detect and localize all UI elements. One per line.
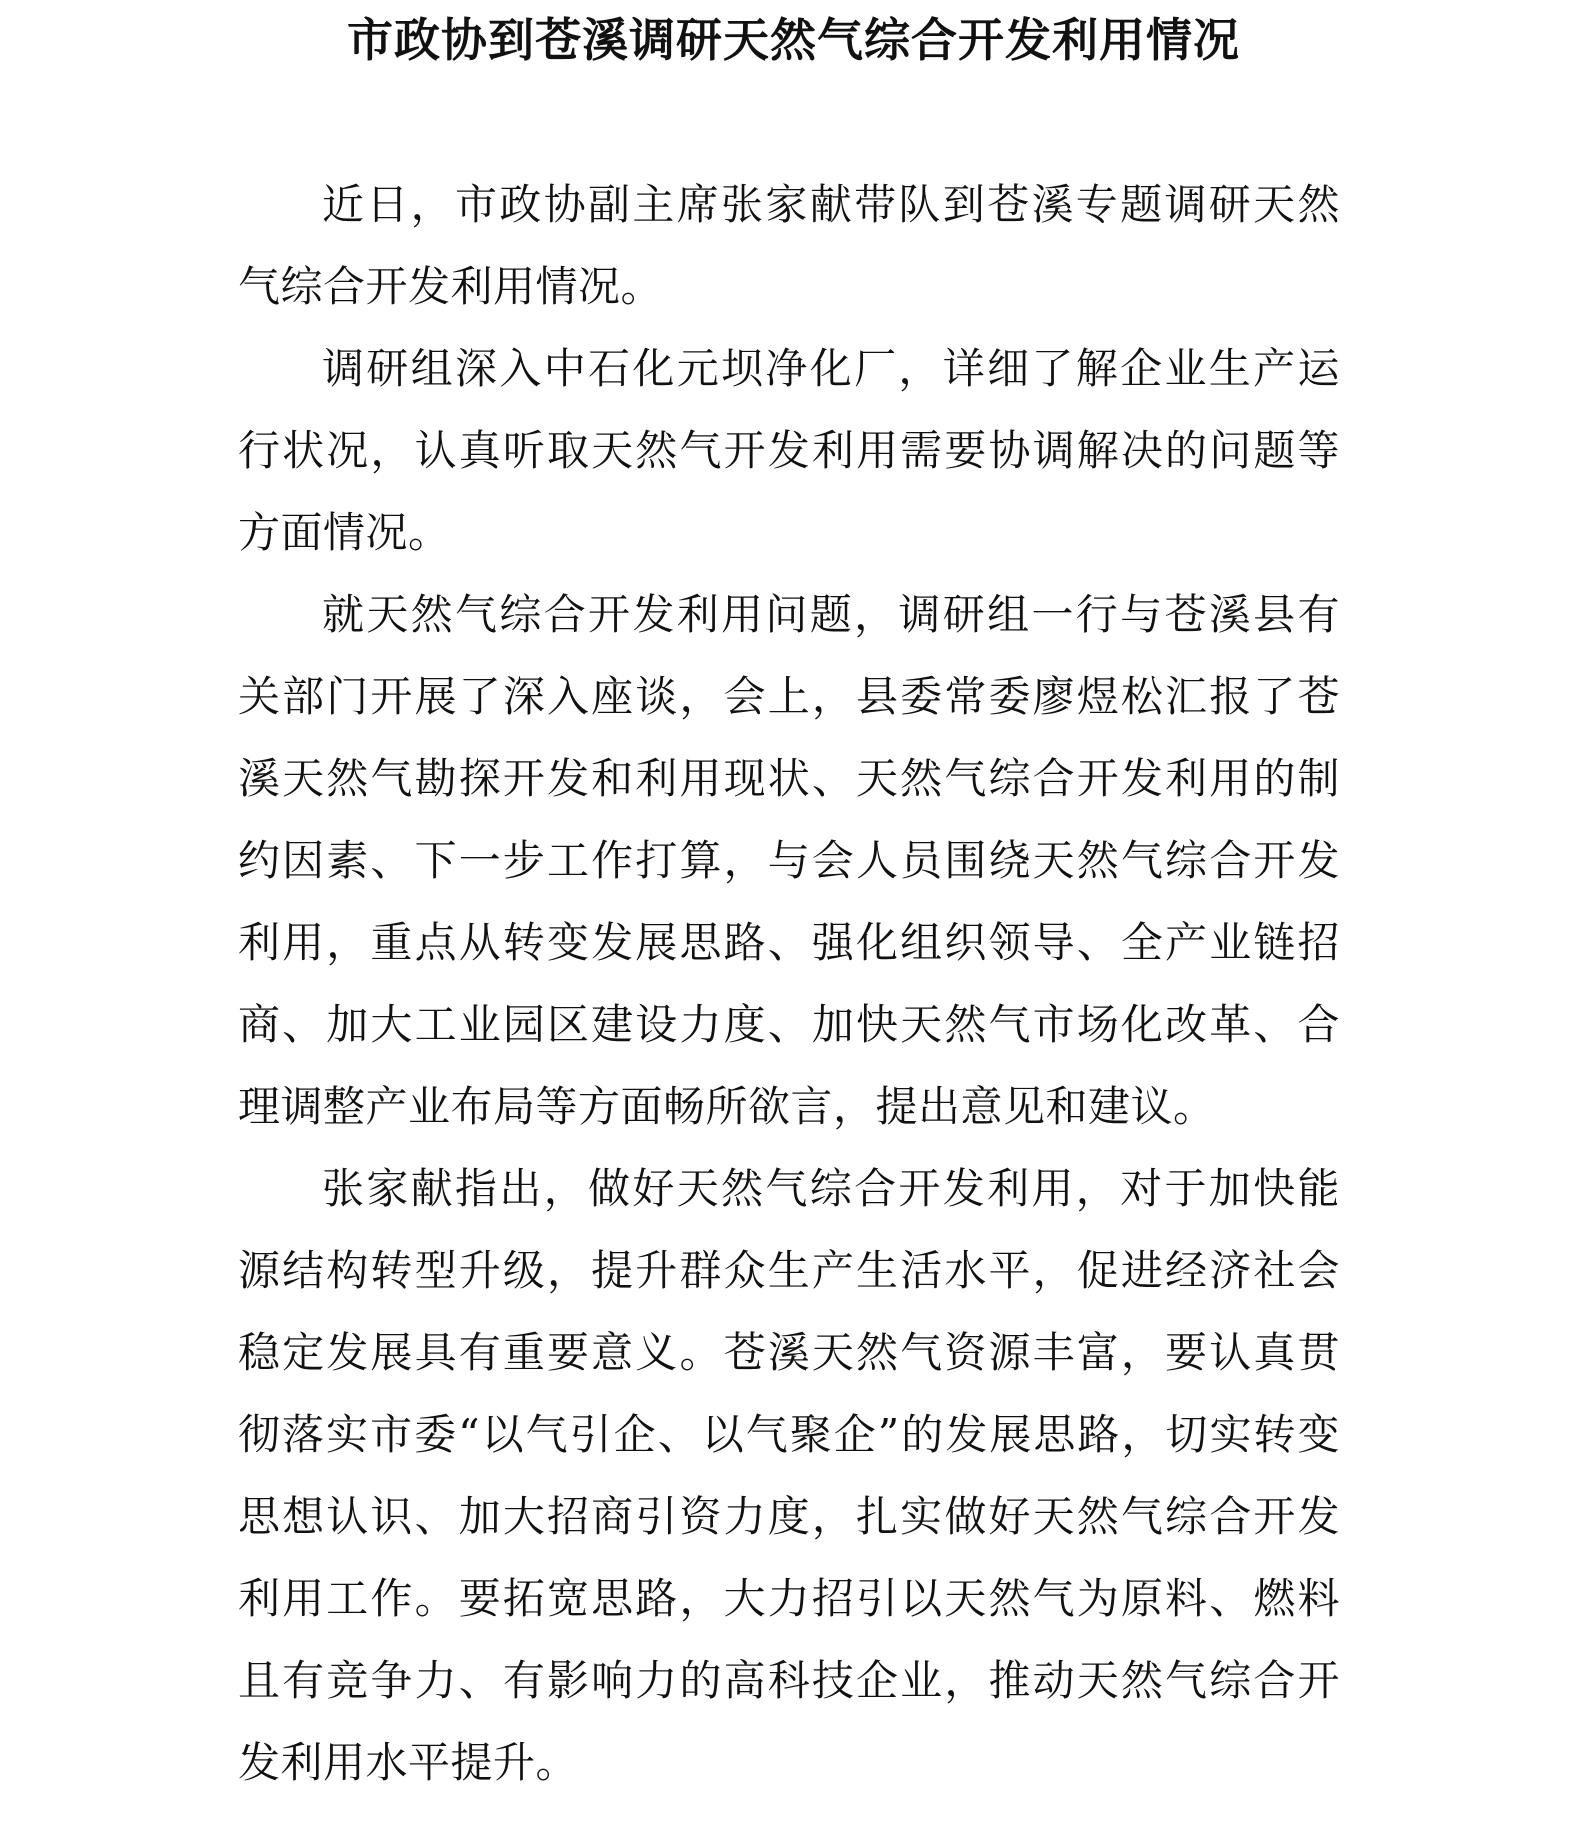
paragraph-remarks: 张家献指出，做好天然气综合开发利用，对于加快能源结构转型升级，提升群众生产生活水平，促进经济社会稳定发展具有重要意义。苍溪天然气资源丰富，要认真贯彻落实市委“以气引企、以气聚企”的发展思路，切实转变思想认识、加大招商引资力度，扎实做好天然气综合开发利用工作。要拓宽思路，大力招引以天然气为原料、燃料且有竞争力、有影响力的高科技企业，推动天然气综合开发利用水平提升。: [238, 1164, 1340, 1787]
paragraph-plant-visit: 调研组深入中石化元坝净化厂，详细了解企业生产运行状况，认真听取天然气开发利用需要协调解决的问题等方面情况。: [238, 344, 1340, 557]
paragraph-intro: 近日，市政协副主席张家献带队到苍溪专题调研天然气综合开发利用情况。: [238, 180, 1340, 311]
paragraph-symposium: 就天然气综合开发利用问题，调研组一行与苍溪县有关部门开展了深入座谈，会上，县委常委廖煜松汇报了苍溪天然气勘探开发和利用现状、天然气综合开发利用的制约因素、下一步工作打算，与会人员围绕天然气综合开发利用，重点从转变发展思路、强化组织领导、全产业链招商、加大工业园区建设力度、加快天然气市场化改革、合理调整产业布局等方面畅所欲言，提出意见和建议。: [238, 590, 1340, 1131]
document-body: [238, 164, 1340, 1804]
document-title: 市政协到苍溪调研天然气综合开发利用情况: [347, 13, 1240, 67]
